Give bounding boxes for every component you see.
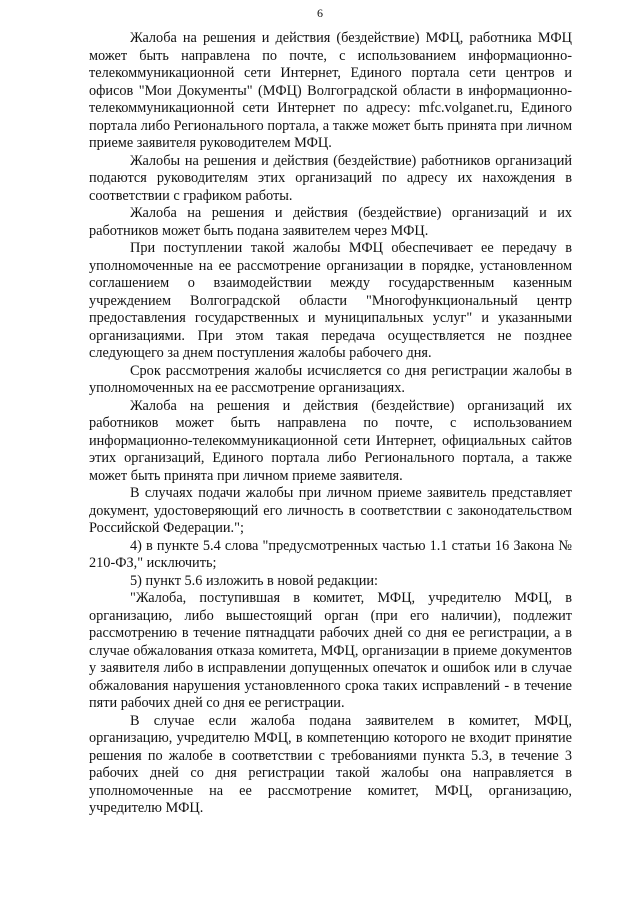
paragraph-review-deadline: "Жалоба, поступившая в комитет, МФЦ, учредителю МФЦ, в организацию, либо вышестоящий орган (при его наличии), подлежит рассмотрению в течение пятнадцати рабочих дней со дня ее регистрации, а в случае обжалования отказа комитета, МФЦ, организации в приеме документов у заявителя либо в исправлении допущенных опечаток и ошибок или в случае обжалования нарушения установленного срока таких исправлений - в течение пяти рабочих дней со дня ее регистрации.: [89, 590, 572, 711]
paragraph-complaint-transfer: При поступлении такой жалобы МФЦ обеспечивает ее передачу в уполномоченные на ее рассмотрение организации в порядке, установленном соглашением о взаимодействии между государственным казенным учреждением Волгоградской области "Многофункциональный центр предоставления государственных и муниципальных услуг" и указанными организациями. При этом такая передача осуществляется не позднее следующего за днем поступления жалобы рабочего дня.: [89, 240, 572, 361]
paragraph-item-5: 5) пункт 5.6 изложить в новой редакции:: [130, 572, 379, 589]
paragraph-identity-document: В случаях подачи жалобы при личном приеме заявитель представляет документ, удостоверяющий его личность в соответствии с законодательством Российской Федерации.";: [89, 485, 572, 536]
page-number: 6: [317, 6, 323, 20]
paragraph-organization-complaints: Жалобы на решения и действия (бездействие) работников организаций подаются руководителям этих организаций по адресу их нахождения в соответствии с графиком работы.: [89, 152, 572, 204]
paragraph-redirect-complaint: В случае если жалоба подана заявителем в комитет, МФЦ, организацию, учредителю МФЦ, в компетенцию которого не входит принятие решения по жалобе в соответствии с требованиями пункта 5.3, в течение 3 рабочих дней со дня регистрации такой жалобы она направляется в уполномоченные на ее рассмотрение комитет, МФЦ, организацию, учредителю МФЦ.: [89, 712, 572, 816]
paragraph-item-4: 4) в пункте 5.4 слова "предусмотренных частью 1.1 статьи 16 Закона № 210-ФЗ," исключить;: [89, 537, 572, 571]
document-body: [89, 30, 572, 818]
paragraph-review-period-start: Срок рассмотрения жалобы исчисляется со дня регистрации жалобы в уполномоченных на ее рассмотрение организациях.: [89, 362, 572, 396]
paragraph-organization-complaint-channels: Жалоба на решения и действия (бездействие) организаций их работников может быть направлена по почте, с использованием информационно-телекоммуникационной сети Интернет, официальных сайтов этих организаций, Единого портала либо Регионального портала, а также может быть принята при личном приеме заявителя.: [89, 397, 572, 484]
paragraph-mfc-complaint-channels: Жалоба на решения и действия (бездействие) МФЦ, работника МФЦ может быть направлена по почте, с использованием информационно-телекоммуникационной сети Интернет, Единого портала сети центров и офисов "Мои Документы" (МФЦ) Волгоградской области в информационно-телекоммуникационной сети Интернет по адресу: mfc.volganet.ru, Единого портала либо Регионального портала, а также может быть принята при личном приеме заявителя руководителем МФЦ.: [89, 30, 572, 151]
paragraph-complaint-via-mfc: Жалоба на решения и действия (бездействие) организаций и их работников может быть подана заявителем через МФЦ.: [89, 205, 572, 239]
